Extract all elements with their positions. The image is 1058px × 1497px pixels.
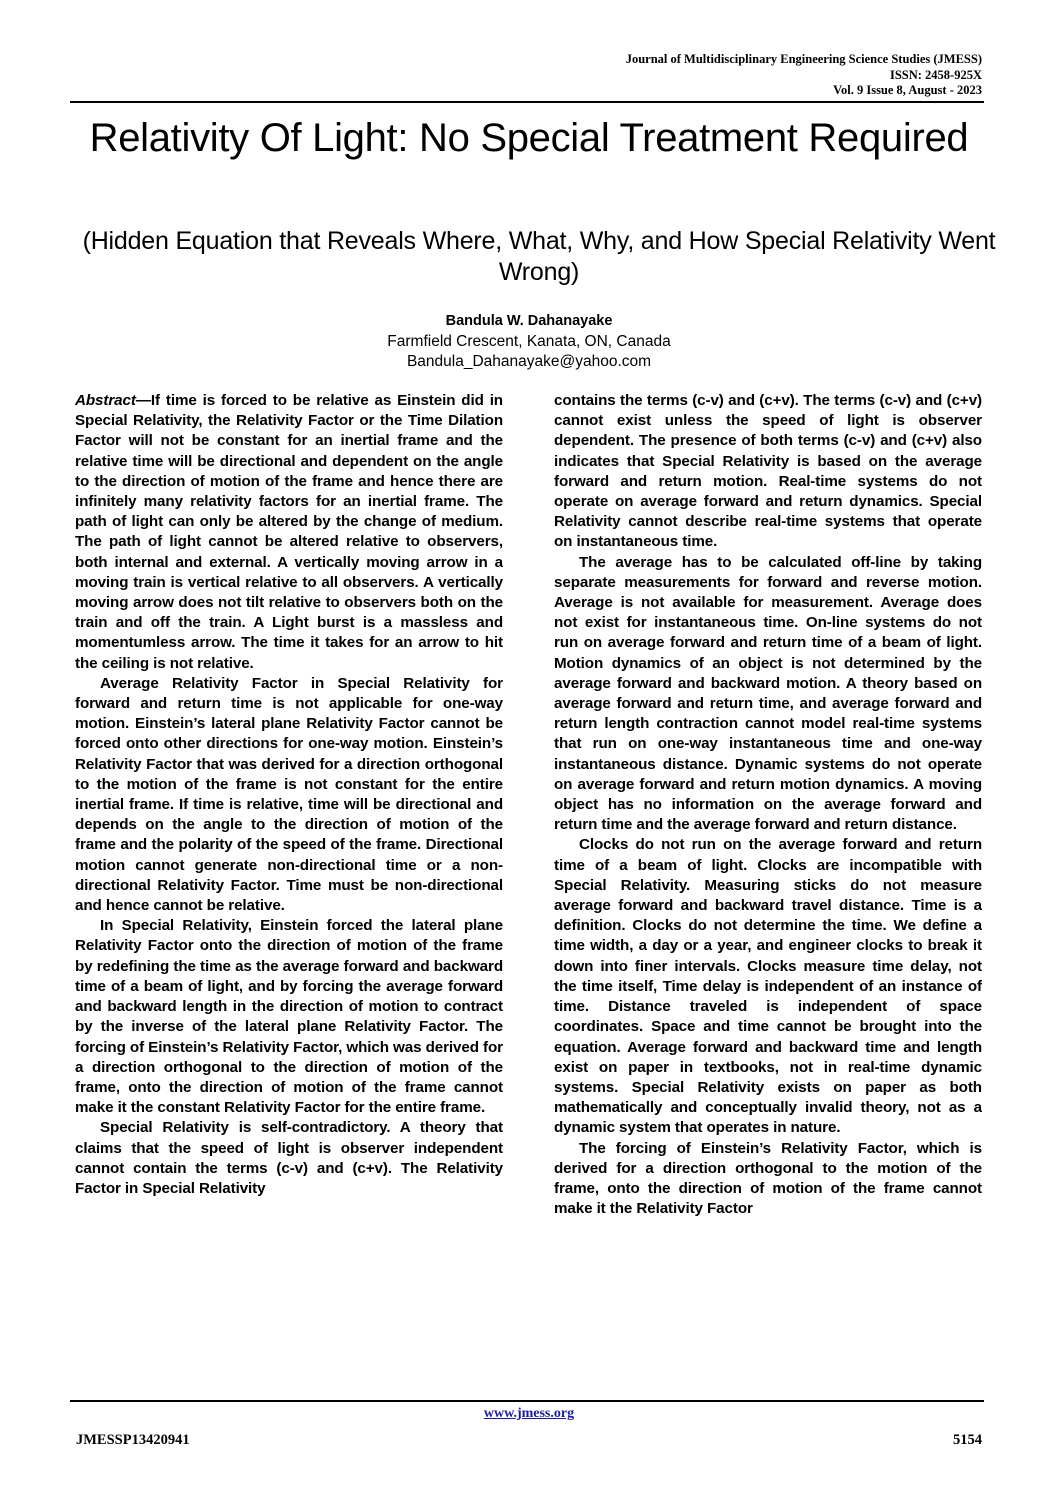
body-paragraph: The average has to be calculated off-line by taking separate measurements for forward and reverse motion. Average is not available for measurement. Average does not exist for instantaneous time. On-line systems do not run on average forward and return time of a beam of light. Motion dynamics of an object is not determined by the average forward and backward motion. A theory based on average forward and return time, and average forward and return length contraction cannot model real-time systems that run on one-way instantaneous time and one-way instantaneous distance. Dynamic systems do not operate on average forward and return motion dynamics. A moving object has no information on the average forward and return time and the average forward and return distance. <box>554 553 982 834</box>
footer-url-block <box>0 1406 1058 1422</box>
abstract-separator: — <box>135 392 151 409</box>
journal-issn: ISSN: 2458-925X <box>889 67 982 82</box>
page-number: 5154 <box>953 1432 982 1448</box>
author-block <box>0 311 1058 373</box>
body-paragraph: Clocks do not run on the average forward and return time of a beam of light. Clocks are incompatible with Special Relativity. Measuring sticks do not measure average forward and backward travel distance. Time is a definition. Clocks do not determine the time. We define a time width, a day or a year, and engineer clocks to break it down into finer intervals. Clocks measure time delay, not the time itself, Time delay is independent of an instance of time. Distance traveled is independent of space coordinates. Space and time cannot be brought into the equation. Average forward and backward time and length exist on paper in textbooks, not in real-time dynamic systems. Special Relativity exists on paper as both mathematically and conceptually invalid theory, not as a dynamic system that operates in nature. <box>554 836 982 1137</box>
left-column <box>75 391 503 1383</box>
journal-volume: Vol. 9 Issue 8, August - 2023 <box>833 83 982 97</box>
body-paragraph: contains the terms (c-v) and (c+v). The terms (c-v) and (c+v) cannot exist unless the speed of light is observer dependent. The presence of both terms (c-v) and (c+v) also indicates that Special Relativity is based on the average forward and return motion. Real-time systems do not operate on average forward and return dynamics. Special Relativity cannot describe real-time systems that operate on instantaneous time. <box>554 392 982 551</box>
paper-id: JMESSP13420941 <box>76 1432 190 1448</box>
author-email: Bandula_Dahanayake@yahoo.com <box>406 353 652 370</box>
paper-subtitle: (Hidden Equation that Reveals Where, What, Why, and How Special Relativity Went Wrong) <box>82 227 996 286</box>
author-name: Bandula W. Dahanayake <box>445 313 613 329</box>
abstract-text: If time is forced to be relative as Einstein did in Special Relativity, the Relativity Factor or the Time Dilation Factor will not be constant for an inertial frame and the relative time will be directional and dependent on the angle to the direction of motion of the frame and hence there are infinitely many relativity factors for an inertial frame. The path of light can only be altered by the change of medium. The path of light cannot be altered relative to observers, both internal and external. A vertically moving arrow in a moving train is vertical relative to all observers. A vertically moving arrow does not tilt relative to observers both on the train and off the train. A Light burst is a massless and momentumless arrow. The time it takes for an arrow to hit the ceiling is not relative. <box>75 392 503 672</box>
journal-name: Journal of Multidisciplinary Engineering Science Studies (JMESS) <box>625 52 982 66</box>
body-paragraph: Average Relativity Factor in Special Relativity for forward and return time is not applicable for one-way motion. Einstein’s lateral plane Relativity Factor cannot be forced onto other directions for one-way motion. Einstein’s Relativity Factor that was derived for a direction orthogonal to the motion of the frame is not constant for the entire inertial frame. If time is relative, time will be directional and depends on the angle to the direction of motion of the frame and the polarity of the speed of the frame. Directional motion cannot generate non-directional time or a non-directional Relativity Factor. Time must be non-directional and hence cannot be relative. <box>75 674 503 915</box>
journal-header <box>626 52 982 99</box>
abstract-paragraph <box>75 391 503 674</box>
author-address: Farmfield Crescent, Kanata, ON, Canada <box>387 332 671 350</box>
journal-website-link[interactable]: www.jmess.org <box>483 1406 575 1421</box>
body-paragraph: In Special Relativity, Einstein forced the lateral plane Relativity Factor onto the direction of motion of the frame by redefining the time as the average forward and backward time of a beam of light, and by forcing the average forward and backward length in the direction of motion to contract by the inverse of the lateral plane Relativity Factor. The forcing of Einstein’s Relativity Factor, which was derived for a direction orthogonal to the direction of motion of the frame, onto the direction of motion of the frame cannot make it the constant Relativity Factor for the entire frame. <box>75 917 503 1117</box>
body-paragraph: Special Relativity is self-contradictory. A theory that claims that the speed of light is observer independent cannot contain the terms (c-v) and (c+v). The Relativity Factor in Special Relativity <box>75 1119 503 1197</box>
header-divider <box>70 101 984 103</box>
footer-divider <box>70 1400 984 1402</box>
right-column <box>554 391 982 1383</box>
abstract-label: Abstract <box>75 392 136 409</box>
body-paragraph: The forcing of Einstein’s Relativity Factor, which is derived for a direction orthogonal to the motion of the frame, onto the direction of motion of the frame cannot make it the Relativity Factor <box>554 1139 982 1218</box>
paper-title: Relativity Of Light: No Special Treatment Required <box>89 116 969 160</box>
